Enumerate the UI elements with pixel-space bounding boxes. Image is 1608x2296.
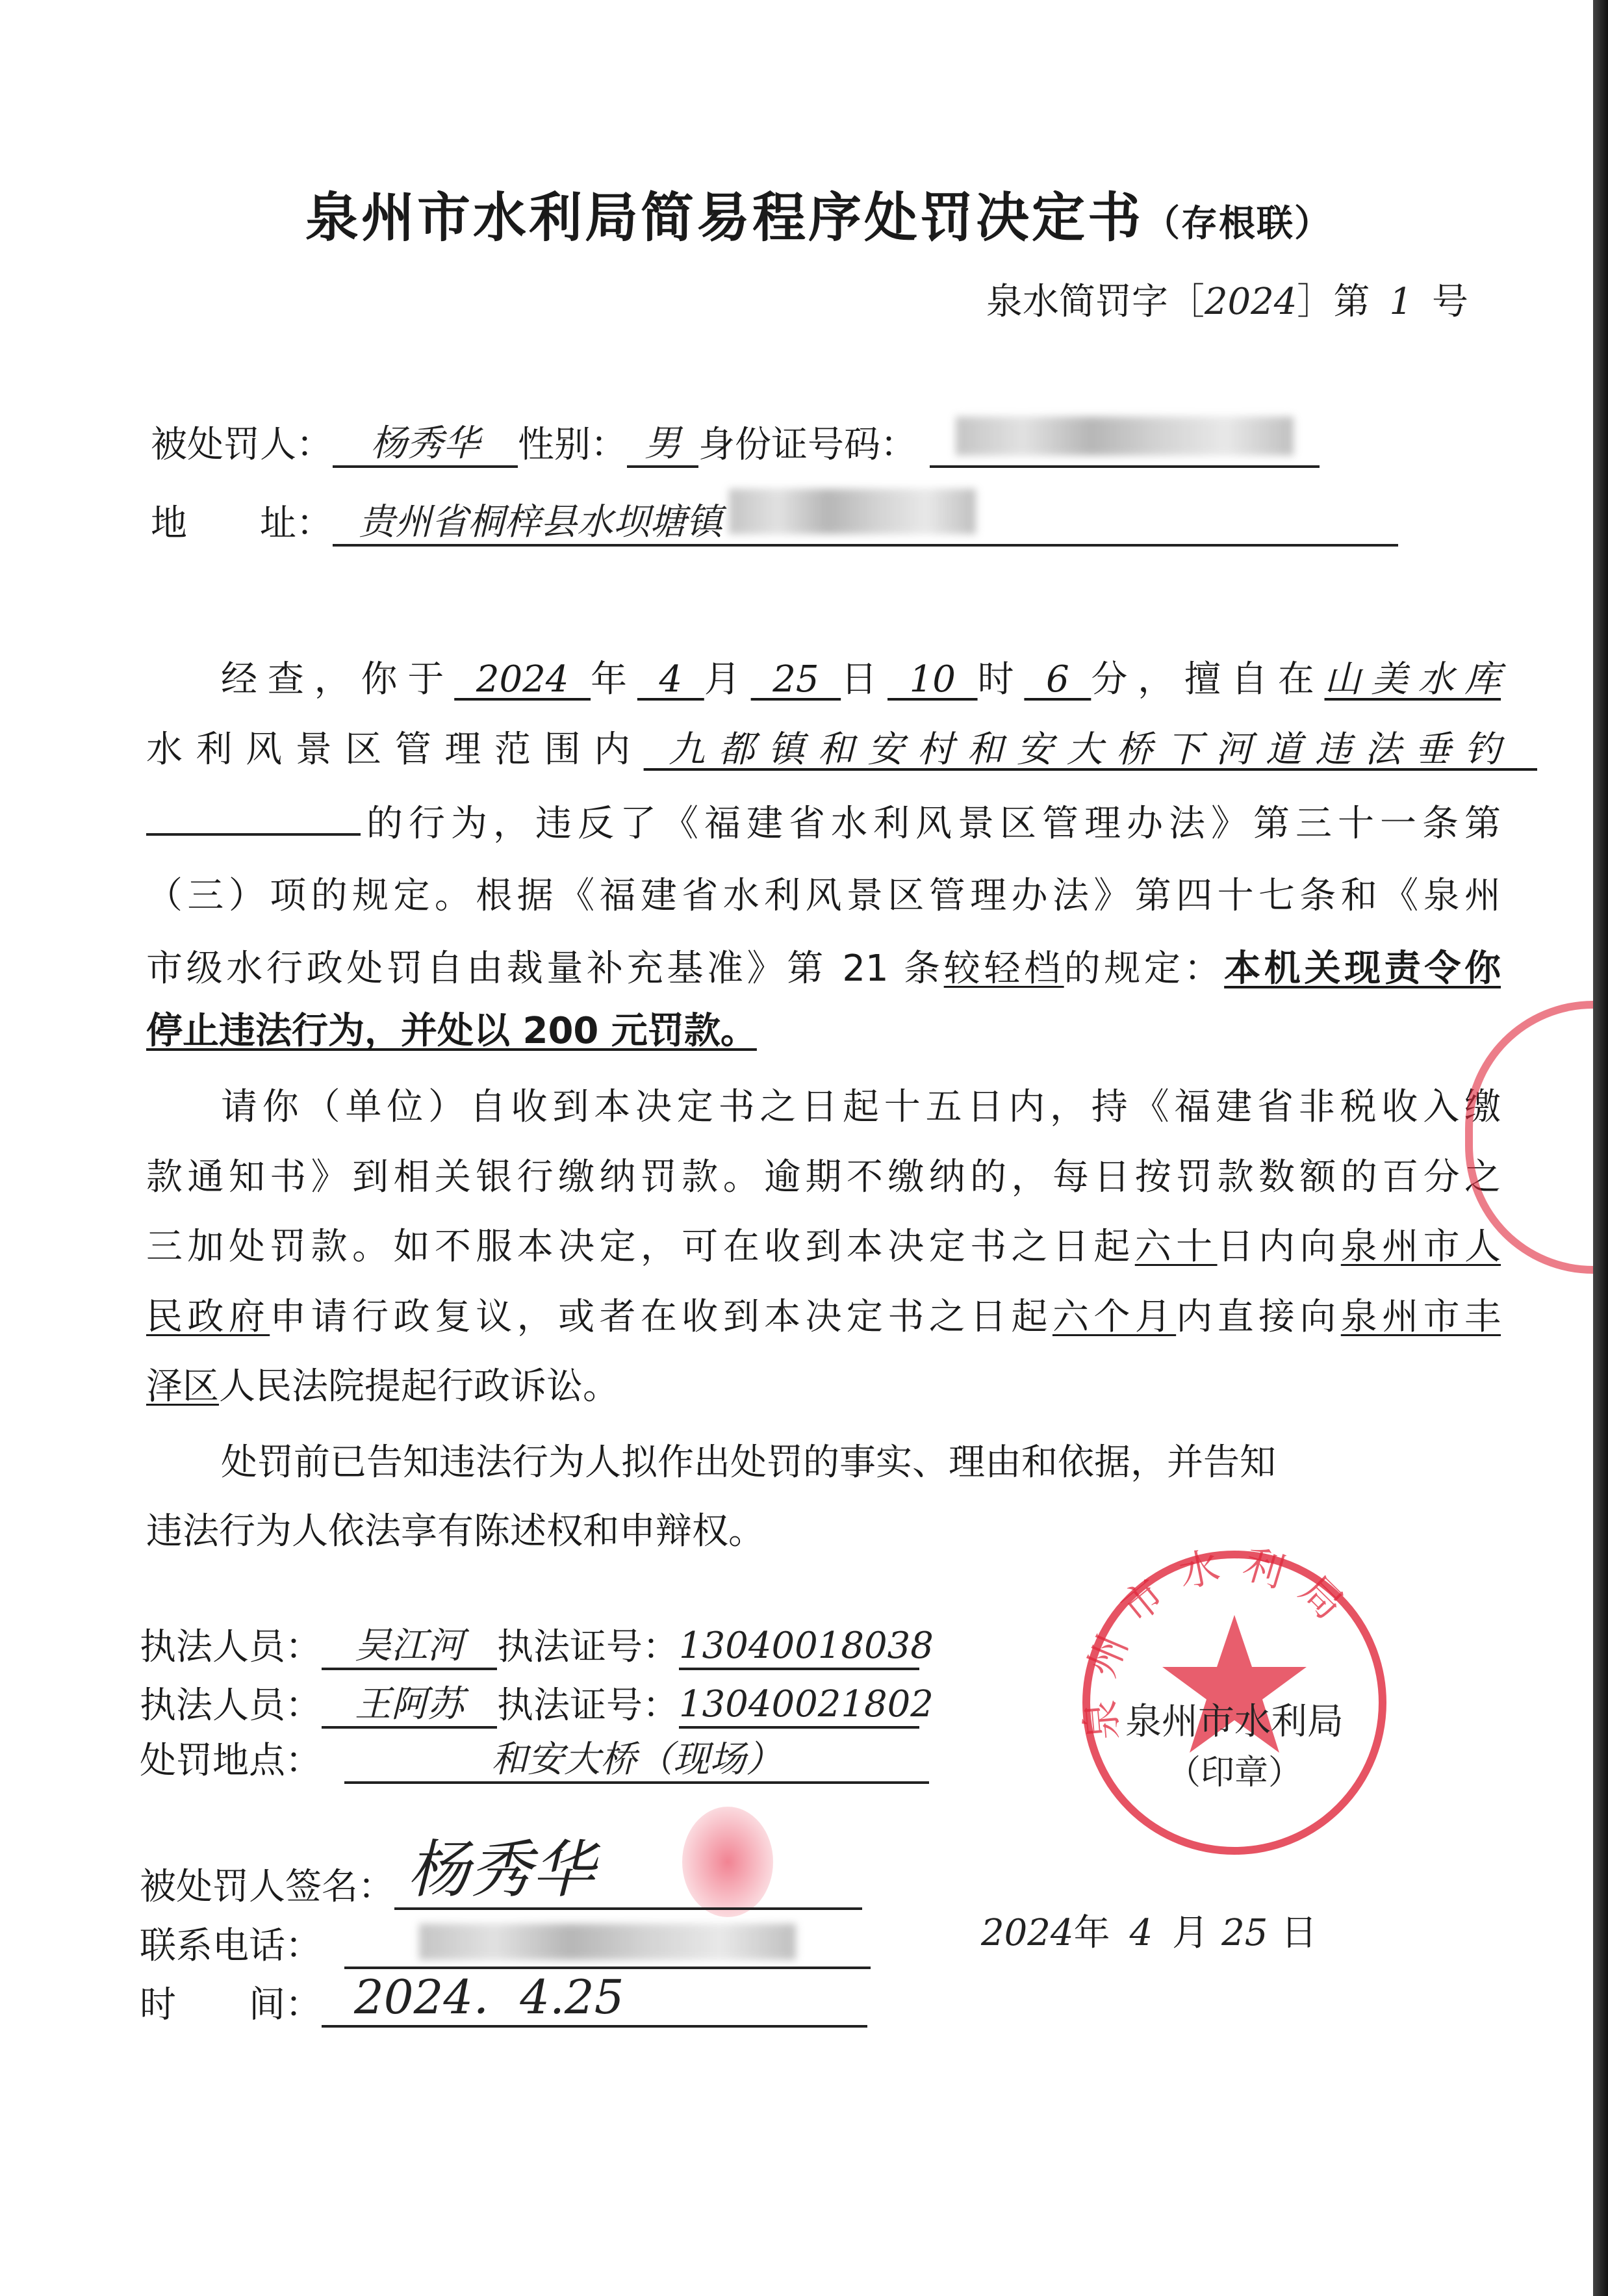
sign-label: 被处罚人签名：	[140, 1866, 394, 1909]
officer-name: 吴江河	[322, 1624, 497, 1670]
body-text: 的规定：	[1064, 948, 1225, 990]
time-label: 时 间：	[140, 1983, 322, 2026]
officer-label: 执法人员：	[140, 1626, 322, 1668]
redacted-address	[729, 489, 976, 534]
address-field	[333, 489, 1398, 547]
body-text: 泉州市丰	[1340, 1296, 1501, 1338]
doc-no-prefix: 泉水简罚字［	[986, 281, 1205, 323]
issue-month: 4	[1129, 1912, 1153, 1954]
handwritten-field: 25	[750, 658, 841, 701]
body-text: 申请行政复议，或者在收到本决定书之日起	[270, 1296, 1053, 1338]
issue-date	[981, 1904, 1317, 1956]
body-line	[146, 728, 1537, 771]
address-row	[151, 489, 1398, 547]
redacted-id	[956, 417, 1294, 456]
handwritten-field: 4	[637, 658, 704, 701]
time-row	[140, 1969, 867, 2028]
body-line	[221, 658, 1501, 701]
penalty-place: 和安大桥（现场）	[344, 1738, 929, 1784]
name-label: 被处罚人：	[151, 424, 333, 466]
title-text: 泉州市水利局简易程序处罚决定书	[305, 187, 1144, 249]
official-stamp	[1075, 1543, 1394, 1862]
day-label: 日	[1281, 1912, 1318, 1954]
body-text: 年	[591, 658, 637, 701]
doc-no-suffix: 号	[1432, 281, 1468, 323]
officer-row-1	[140, 1618, 934, 1670]
stamp-org: 泉州市水利局	[1125, 1701, 1344, 1743]
handwritten-field: 山美水库	[1324, 658, 1501, 701]
sign-time: 2024．4.25	[322, 1969, 867, 2028]
phone-label: 联系电话：	[140, 1925, 322, 1967]
body-line	[146, 947, 1501, 990]
cert-label: 执法证号：	[497, 1684, 679, 1727]
body-text: 停止违法行为，并处以 200 元罚款。	[146, 1010, 757, 1052]
body-line	[146, 1009, 1501, 1053]
body-text: 内直接向	[1176, 1296, 1341, 1338]
body-text: 月	[704, 658, 751, 701]
title-suffix: （存根联）	[1143, 203, 1333, 245]
officer-name: 王阿苏	[322, 1683, 497, 1729]
body-line	[146, 1295, 1501, 1339]
body-text: 六十	[1134, 1226, 1218, 1268]
body-text: 分，擅自在	[1091, 658, 1325, 701]
officer-row-2	[140, 1677, 934, 1729]
month-label: 月	[1172, 1912, 1209, 1954]
issue-year: 2024	[981, 1912, 1074, 1954]
body-line	[146, 1225, 1501, 1269]
place-label: 处罚地点：	[140, 1740, 322, 1782]
body-text: 请你（单位）自收到本决定书之日起十五日内，持《福建省非税收入缴	[221, 1086, 1501, 1128]
id-label: 身份证号码：	[698, 424, 917, 466]
doc-no-year: 2024	[1204, 281, 1297, 323]
body-text: 处罚前已告知违法行为人拟作出处罚的事实、理由和依据，并告知	[221, 1441, 1276, 1484]
officer-label: 执法人员：	[140, 1684, 322, 1727]
body-text: 民政府	[146, 1296, 270, 1338]
phone-row	[140, 1917, 871, 1969]
party-address: 贵州省桐梓县水坝塘镇	[359, 501, 722, 543]
body-line	[146, 1365, 1501, 1408]
handwritten-field: 2024	[454, 658, 591, 701]
body-line	[146, 1155, 1501, 1199]
body-text: 款通知书》到相关银行缴纳罚款。逾期不缴纳的，每日按罚款数额的百分之	[146, 1156, 1501, 1198]
address-label: 地 址：	[151, 502, 333, 545]
redacted-phone	[419, 1924, 796, 1960]
body-text: 较轻档	[943, 948, 1064, 990]
body-text: 时	[977, 658, 1025, 701]
officer-cert: 13040018038	[679, 1624, 919, 1670]
phone-field	[344, 1924, 871, 1969]
page-edge-shadow	[1593, 0, 1608, 2296]
blank-field	[146, 801, 361, 836]
body-text: 市级水行政处罚自由裁量补充基准》第 21 条	[146, 948, 944, 990]
body-text: 日	[841, 658, 888, 701]
body-text: 本机关现责令你	[1224, 948, 1501, 990]
body-text: 的行为，违反了《福建省水利风景区管理办法》第三十一条第	[361, 803, 1501, 845]
handwritten-field: 九都镇和安村和安大桥下河道违法垂钓	[643, 729, 1537, 771]
handwritten-field: 10	[887, 658, 978, 701]
body-text: 违法行为人依法享有陈述权和申辩权。	[146, 1510, 765, 1553]
doc-no-mid: ］第	[1297, 281, 1370, 323]
body-line	[146, 874, 1501, 918]
year-label: 年	[1073, 1912, 1110, 1954]
party-gender: 男	[627, 422, 698, 468]
body-text: 泉州市人	[1340, 1226, 1501, 1268]
body-text: 经查，你于	[221, 658, 455, 701]
officer-cert: 13040021802	[679, 1683, 919, 1729]
gender-label: 性别：	[518, 424, 627, 466]
body-text: 人民法院提起行政诉讼。	[219, 1365, 619, 1408]
doc-no-num: 1	[1389, 281, 1412, 323]
document-number	[986, 273, 1468, 325]
signature-row	[140, 1833, 862, 1910]
body-text: （三）项的规定。根据《福建省水利风景区管理办法》第四十七条和《泉州	[146, 875, 1501, 917]
party-signature: 杨秀华	[394, 1833, 862, 1910]
stamp-note: （印章）	[1166, 1753, 1302, 1792]
body-text: 泽区	[146, 1365, 219, 1408]
document-title	[305, 175, 1332, 252]
place-row	[140, 1732, 929, 1784]
party-name: 杨秀华	[333, 422, 518, 468]
stamp-ring-text: 泉州市水利局	[1075, 1543, 1366, 1743]
handwritten-field: 6	[1024, 658, 1091, 701]
body-text: 日内向	[1217, 1226, 1341, 1268]
id-number-field	[930, 417, 1320, 468]
body-line	[146, 801, 1501, 845]
cert-label: 执法证号：	[497, 1626, 679, 1668]
issue-day: 25	[1221, 1912, 1268, 1954]
party-row	[151, 416, 1320, 468]
body-text: 三加处罚款。如不服本决定，可在收到本决定书之日起	[146, 1226, 1135, 1268]
body-text: 六个月	[1052, 1296, 1177, 1338]
body-text: 水利风景区管理范围内	[146, 729, 644, 771]
body-line	[221, 1085, 1501, 1129]
body-line	[221, 1441, 1501, 1484]
